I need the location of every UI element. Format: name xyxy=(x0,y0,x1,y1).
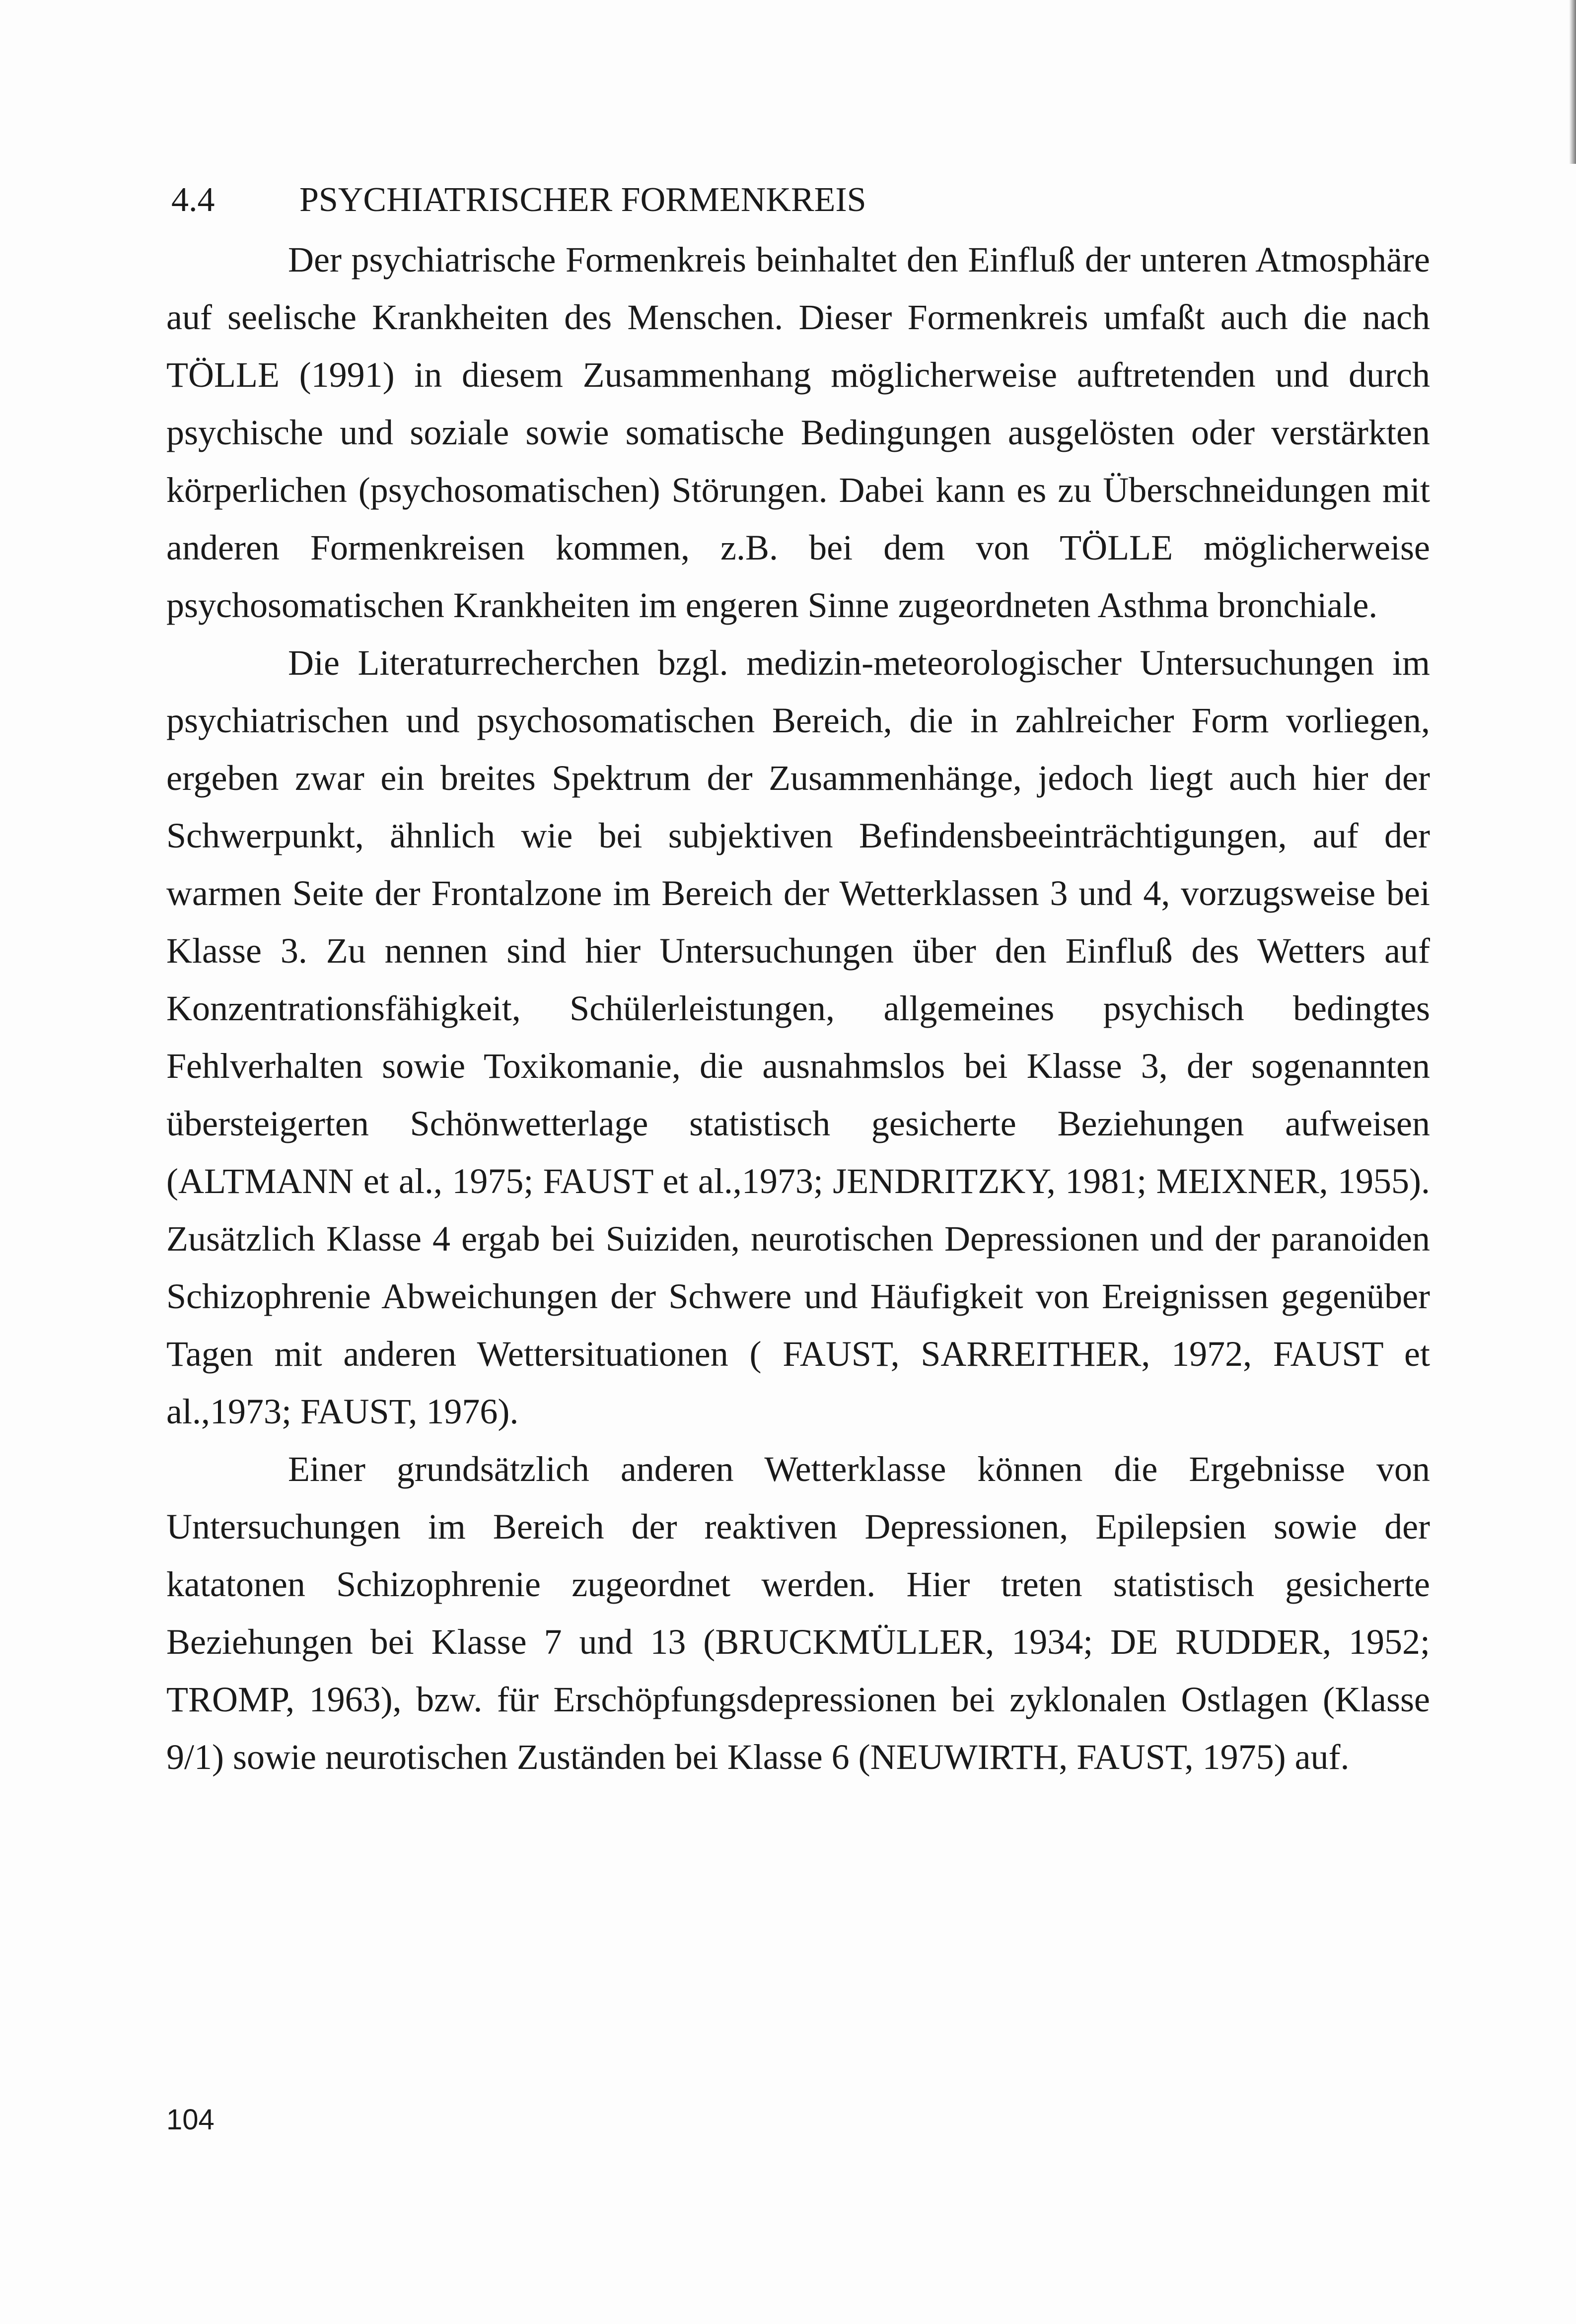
section-number: 4.4 xyxy=(171,181,215,219)
page-number: 104 xyxy=(166,2104,215,2136)
section-title: PSYCHIATRISCHER FORMENKREIS xyxy=(299,181,866,219)
body-text xyxy=(166,231,1430,1786)
paragraph-2: Die Literaturrecherchen bzgl. medizin-meteorologischer Untersuchungen im psychiatrischen und psychosomatischen Bereich, die in zahlreicher Form vorliegen, ergeben zwar ein breites Spektrum der Zusammenhänge, jedoch liegt auch hier der Schwerpunkt, ähnlich wie bei subjektiven Befindensbeeinträchtigungen, auf der warmen Seite der Frontalzone im Bereich der Wetterklassen 3 und 4, vorzugsweise bei Klasse 3. Zu nennen sind hier Untersuchungen über den Einfluß des Wetters auf Konzentrationsfähigkeit, Schülerleistungen, allgemeines psychisch bedingtes Fehlverhalten sowie Toxikomanie, die ausnahmslos bei Klasse 3, der sogenannten übersteigerten Schönwetterlage statistisch gesicherte Beziehungen aufweisen (ALTMANN et al., 1975; FAUST et al.,1973; JENDRITZKY, 1981; MEIXNER, 1955). Zusätzlich Klasse 4 ergab bei Suiziden, neurotischen Depressionen und der paranoiden Schizophrenie Abweichungen der Schwere und Häufigkeit von Ereignissen gegenüber Tagen mit anderen Wettersituationen ( FAUST, SARREITHER, 1972, FAUST et al.,1973; FAUST, 1976). xyxy=(166,643,1430,1431)
section-heading xyxy=(171,176,1413,224)
paragraph-3: Einer grundsätzlich anderen Wetterklasse können die Ergebnisse von Untersuchungen im Bereich der reaktiven Depressionen, Epilepsien sowie der katatonen Schizophrenie zugeordnet werden. Hier treten statistisch gesicherte Beziehungen bei Klasse 7 und 13 (BRUCKMÜLLER, 1934; DE RUDDER, 1952; TROMP, 1963), bzw. für Erschöpfungsdepressionen bei zyklonalen Ostlagen (Klasse 9/1) sowie neurotischen Zuständen bei Klasse 6 (NEUWIRTH, FAUST, 1975) auf. xyxy=(166,1449,1430,1777)
paragraph-1: Der psychiatrische Formenkreis beinhaltet den Einfluß der unteren Atmosphäre auf seelische Krankheiten des Menschen. Dieser Formenkreis umfaßt auch die nach TÖLLE (1991) in diesem Zusammenhang möglicherweise auftretenden und durch psychische und soziale sowie somatische Bedingungen ausgelösten oder verstärkten körperlichen (psychosomatischen) Störungen. Dabei kann es zu Überschneidungen mit anderen Formenkreisen kommen, z.B. bei dem von TÖLLE möglicherweise psychosomatischen Krankheiten im engeren Sinne zugeordneten Asthma bronchiale. xyxy=(166,240,1430,625)
scan-edge-shadow xyxy=(1569,0,1576,164)
